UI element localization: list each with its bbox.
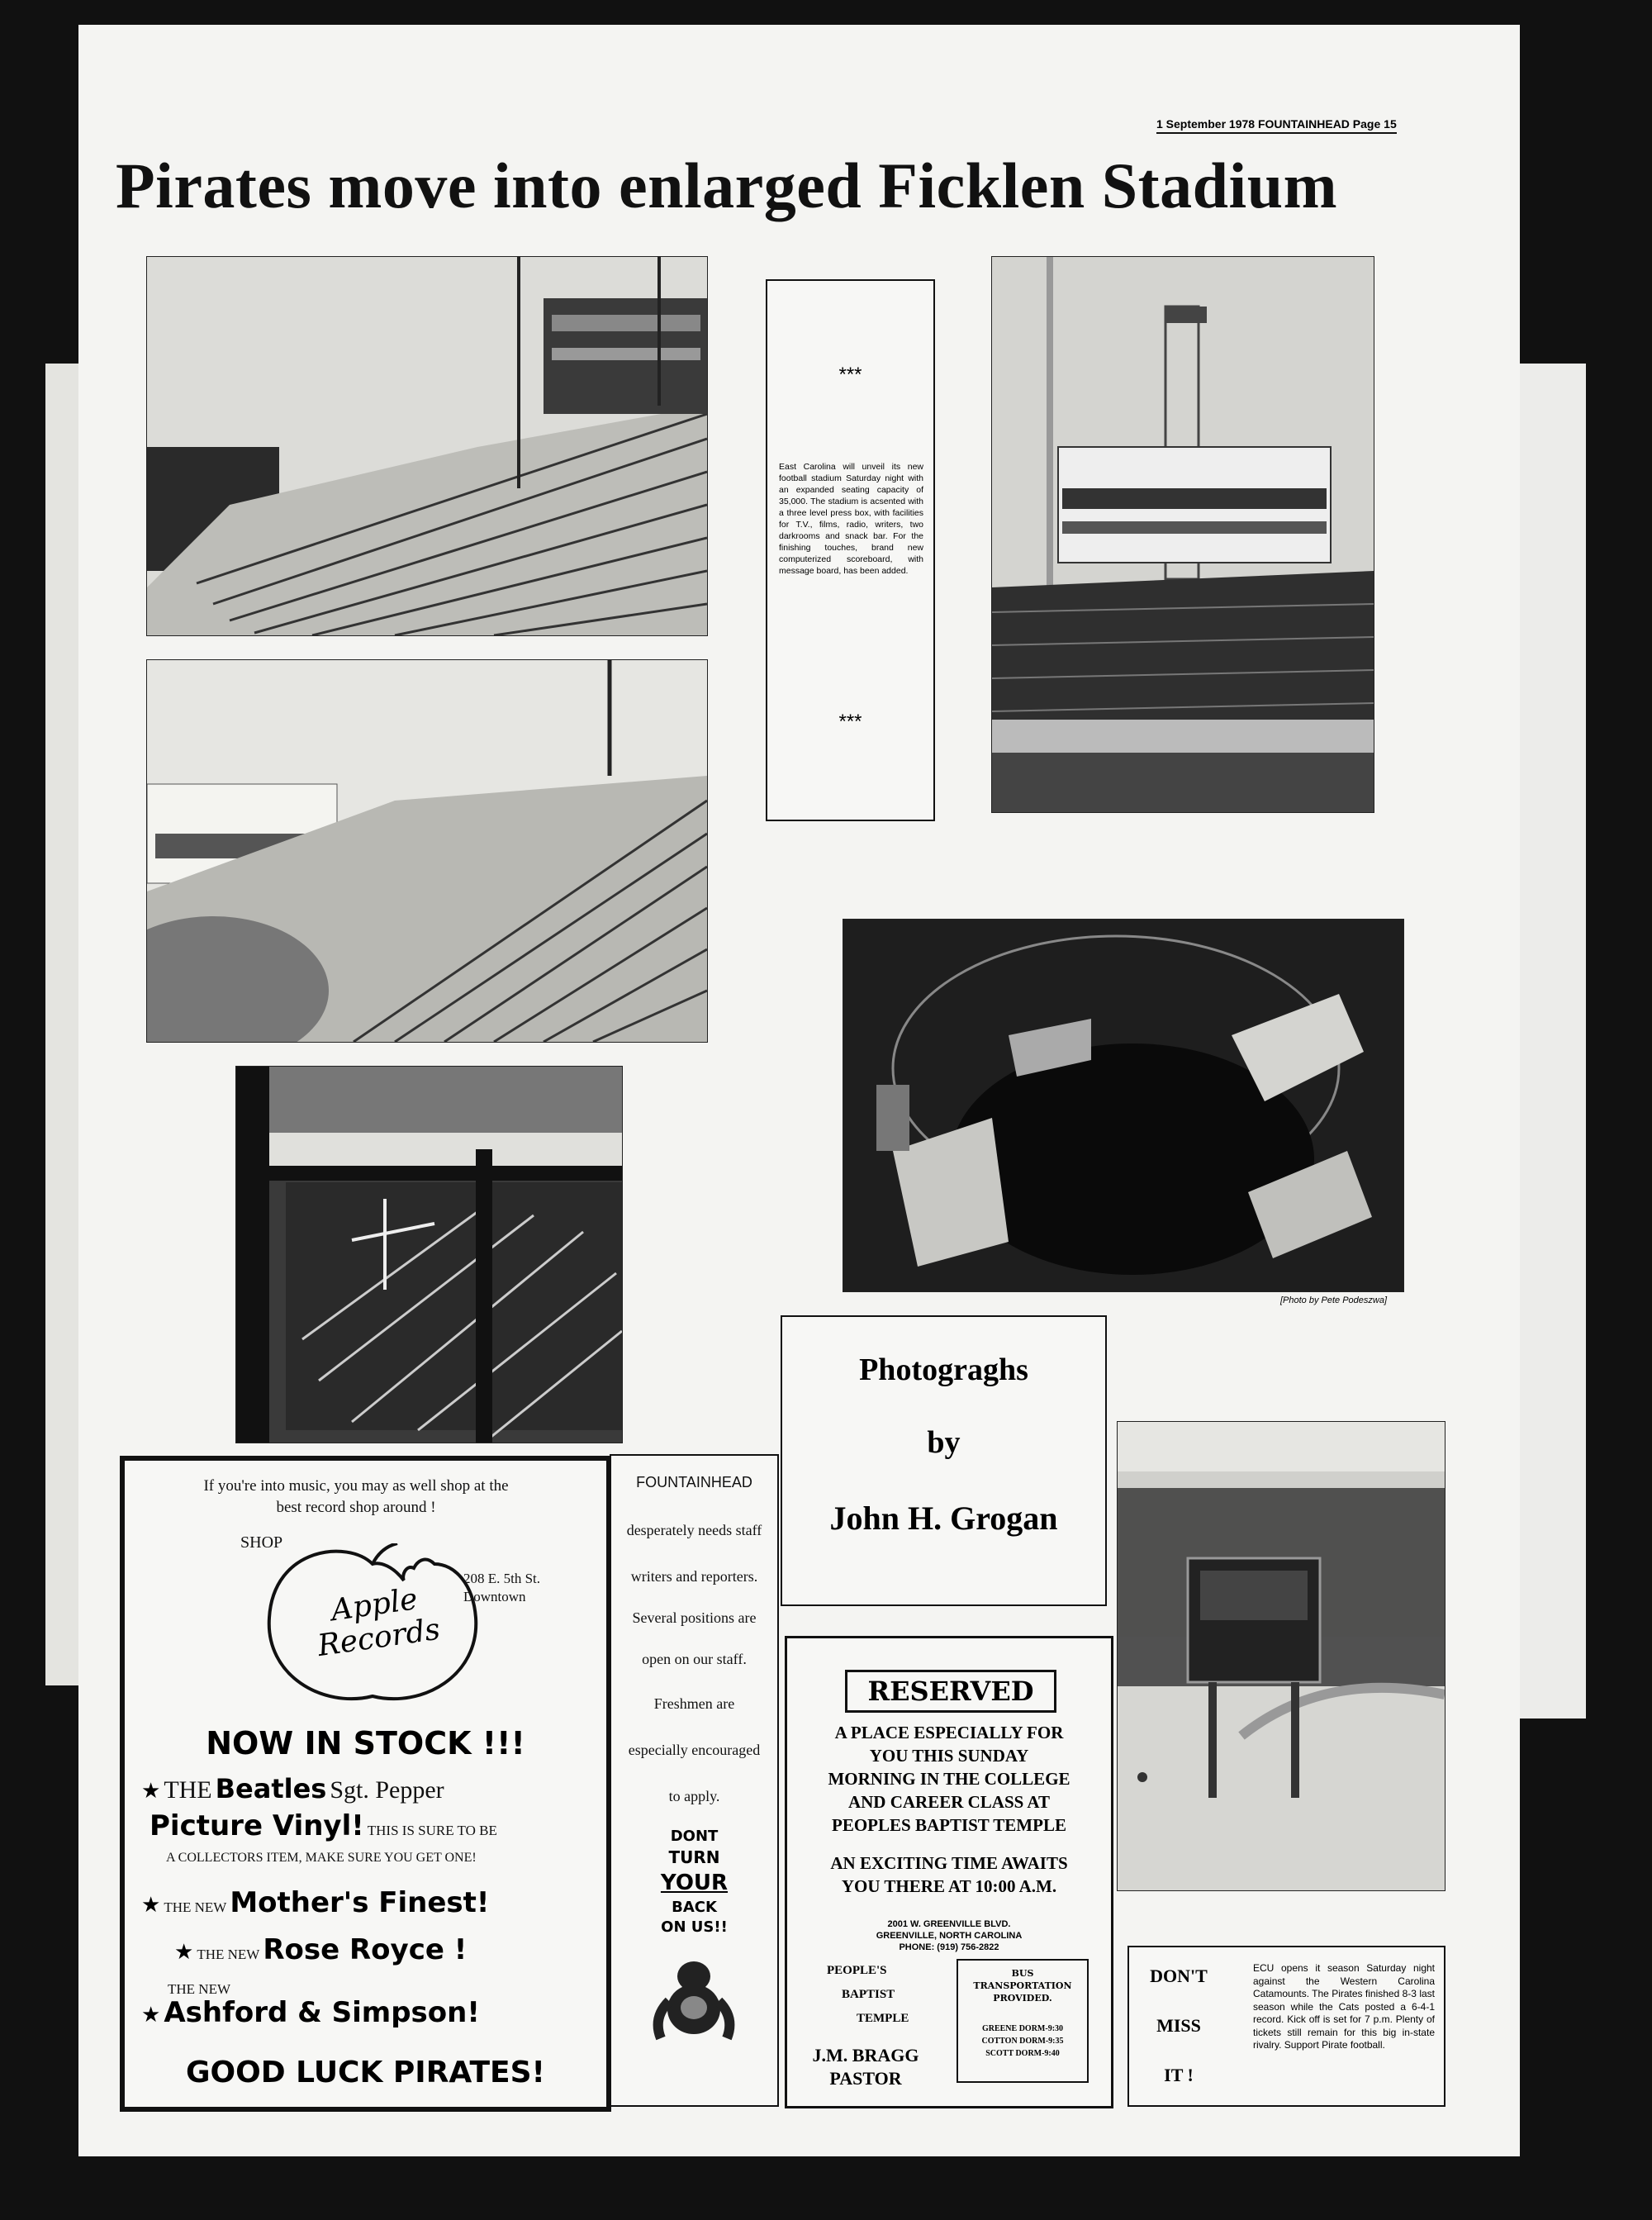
church-bus-box — [957, 1959, 1089, 2083]
staff-slogan-5: ON US!! — [661, 1918, 728, 1936]
staff-line-4: Several positions are — [632, 1609, 757, 1626]
byline-by: by — [927, 1425, 961, 1460]
star-icon: ★ — [174, 1940, 194, 1964]
church-address-2: GREENVILLE, NORTH CAROLINA — [876, 1931, 1023, 1941]
church-pastor-2: PASTOR — [829, 2068, 902, 2089]
apple-item1-note2: A COLLECTORS ITEM, MAKE SURE YOU GET ONE! — [166, 1851, 477, 1865]
church-logo — [827, 1959, 926, 2042]
apple-item3-bold: Rose Royce ! — [263, 1933, 468, 1966]
church-logo-1: PEOPLE'S — [827, 1964, 887, 1977]
apple-records-ad — [120, 1456, 611, 2112]
staff-line-2: desperately needs staff — [626, 1522, 762, 1538]
staff-slogan-4: BACK — [672, 1899, 717, 1916]
church-body-3: MORNING IN THE COLLEGE — [828, 1769, 1070, 1789]
church-address-3: PHONE: (919) 756-2822 — [899, 1942, 999, 1952]
apple-headline: NOW IN STOCK !!! — [206, 1725, 525, 1761]
season-text: ECU opens it season Saturday night against the Western Carolina Catamounts. The Pirates finished 8-3 last season while the Cats posted a 6-4-1 record. Kick off is set for 7 p.m. Plenty of tickets still remain for this big in-state rivalry. Support Pirate football. — [1253, 1962, 1435, 2051]
church-pastor-1: J.M. BRAGG — [812, 2045, 919, 2066]
staff-slogan-1: DONT — [670, 1828, 719, 1845]
apple-logo — [257, 1543, 488, 1709]
church-body-2: YOU THIS SUNDAY — [869, 1746, 1029, 1766]
star-icon: ★ — [141, 2003, 161, 2027]
season-dont: DON'T — [1150, 1966, 1208, 1986]
aerial-stadium-photo — [843, 919, 1404, 1292]
staff-slogan-3: YOUR — [660, 1871, 729, 1895]
church-bus-time-1: GREENE DORM-9:30 — [981, 2024, 1064, 2033]
season-it: IT ! — [1164, 2065, 1194, 2085]
church-logo-2: BAPTIST — [842, 1988, 895, 2001]
stadium-fieldhouse-photo — [146, 659, 708, 1043]
star-icon: ★ — [141, 1779, 161, 1803]
church-reserved: RESERVED — [845, 1670, 1056, 1713]
sidebar-body: East Carolina will unveil its new football stadium Saturday night with an expanded seating capacity of 35,000. The stadium is acsented with a three level press box, with facilities for T.V., films, radio, writers, two darkrooms and snack bar. For the finishing touches, brand new computerized scoreboard, with message board, has been added. — [779, 462, 923, 576]
stadium-stands-photo — [146, 256, 708, 636]
apple-item4-prefix: THE NEW — [168, 1981, 231, 1997]
apple-item-4 — [141, 1996, 604, 2029]
church-address-1: 2001 W. GREENVILLE BLVD. — [887, 1919, 1011, 1929]
apple-footer: GOOD LUCK PIRATES! — [186, 2056, 545, 2089]
apple-address: 208 E. 5th St. Downtown — [463, 1571, 541, 1604]
photo-credit: [Photo by Pete Podeszwa] — [1280, 1295, 1388, 1305]
apple-item1-note: THIS IS SURE TO BE — [367, 1823, 497, 1838]
season-miss: MISS — [1156, 2015, 1201, 2036]
page-folio: 1 September 1978 FOUNTAINHEAD Page 15 — [1156, 117, 1397, 134]
church-body-5: PEOPLES BAPTIST TEMPLE — [832, 1815, 1066, 1835]
staff-line-6: Freshmen are — [653, 1695, 735, 1712]
gorilla-icon — [648, 1951, 739, 2042]
apple-item1-rest: Sgt. Pepper — [330, 1776, 444, 1804]
staff-slogan-2: TURN — [668, 1847, 720, 1867]
apple-item-1b — [150, 1809, 612, 1842]
apple-item4-bold: Ashford & Simpson! — [164, 1996, 480, 2029]
apple-item1-bold: Beatles — [215, 1773, 327, 1804]
apple-shop: SHOP — [240, 1533, 283, 1552]
church-bus-time-3: SCOTT DORM-9:40 — [985, 2049, 1060, 2058]
apple-item1-line2: Picture Vinyl! — [150, 1809, 364, 1842]
stadium-sidebar — [766, 279, 935, 821]
season-opener-box — [1127, 1946, 1446, 2107]
apple-item2-prefix: THE NEW — [164, 1899, 227, 1915]
church-body-4: AND CAREER CLASS AT — [847, 1792, 1051, 1812]
staff-line-5: open on our staff. — [642, 1651, 747, 1667]
staff-line-1: FOUNTAINHEAD — [636, 1474, 752, 1490]
apple-item-1 — [141, 1773, 604, 1804]
apple-logo-text: Apple Records — [316, 1582, 443, 1663]
church-body-1: A PLACE ESPECIALLY FOR — [834, 1723, 1064, 1742]
church-bus-title: BUS TRANSPORTATION PROVIDED. — [973, 1968, 1072, 2004]
apple-item1-prefix: THE — [164, 1776, 212, 1804]
staff-line-3: writers and reporters. — [630, 1568, 758, 1585]
photo-byline-box — [781, 1315, 1107, 1606]
staff-line-8: to apply. — [668, 1788, 720, 1804]
apple-item2-bold: Mother's Finest! — [230, 1886, 490, 1919]
staff-ad — [610, 1454, 779, 2107]
apple-intro: If you're into music, you may as well shop at the best record shop around ! — [203, 1477, 509, 1516]
apple-item-3 — [174, 1933, 604, 1966]
field-view-photo — [235, 1066, 623, 1443]
church-ad — [785, 1636, 1113, 2108]
sidebar-stars-top: *** — [838, 364, 862, 386]
byline-name: John H. Grogan — [829, 1500, 1058, 1537]
byline-photographs: Photograghs — [859, 1352, 1028, 1387]
apple-item3-prefix: THE NEW — [197, 1947, 260, 1962]
church-tagline-2: YOU THERE AT 10:00 A.M. — [841, 1876, 1057, 1896]
star-icon: ★ — [141, 1893, 161, 1917]
church-bus-time-2: COTTON DORM-9:35 — [981, 2037, 1064, 2046]
church-logo-3: TEMPLE — [857, 2012, 909, 2025]
church-tagline-1: AN EXCITING TIME AWAITS — [830, 1853, 1068, 1873]
press-box-photo — [991, 256, 1374, 813]
scoreboard-photo — [1117, 1421, 1446, 1891]
headline: Pirates move into enlarged Ficklen Stadium — [116, 150, 1338, 221]
staff-line-7: especially encouraged — [628, 1742, 761, 1758]
apple-item-2 — [141, 1886, 612, 1919]
sidebar-stars-bottom: *** — [838, 711, 862, 733]
